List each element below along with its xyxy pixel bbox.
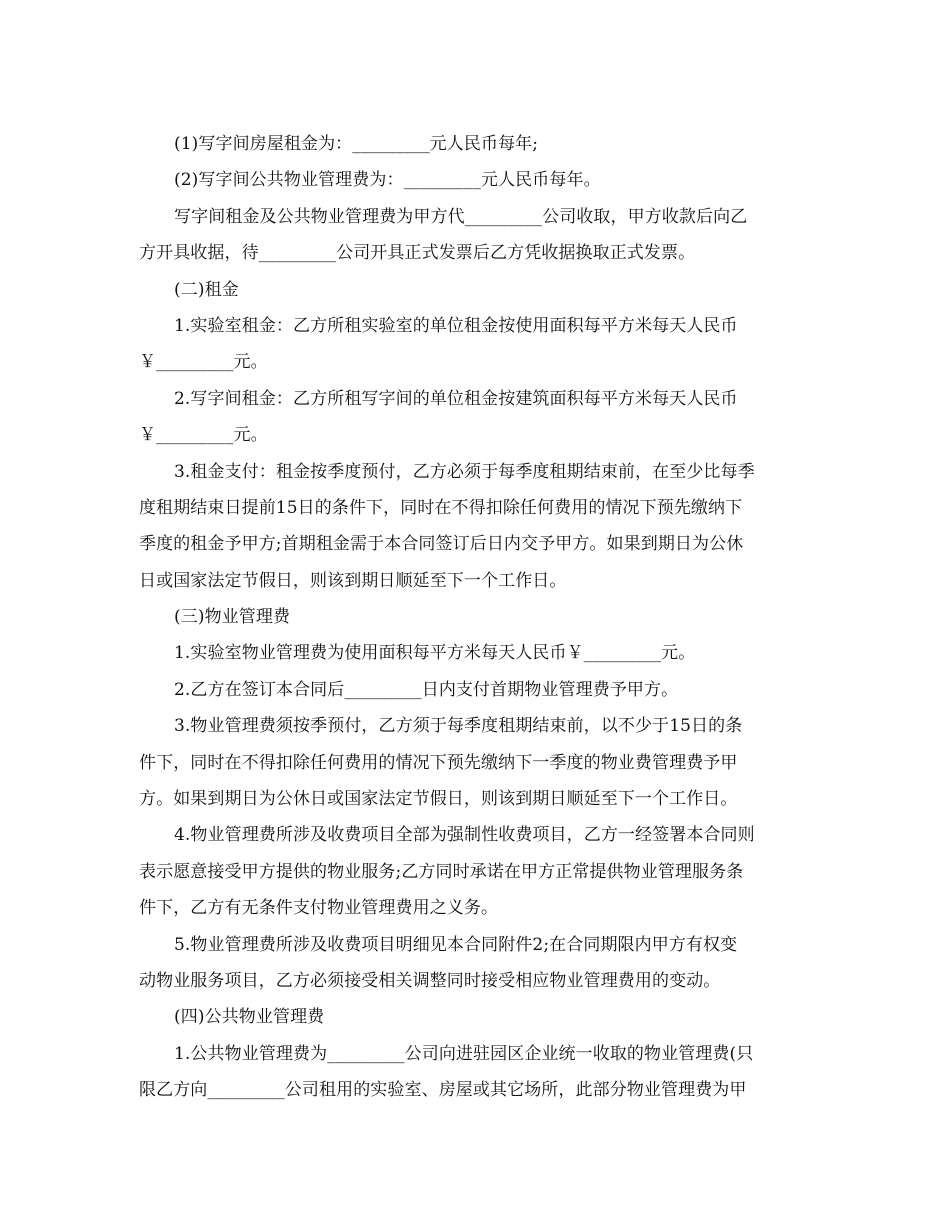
paragraph-line: 3.物业管理费须按季预付，乙方须于每季度租期结束前，以不少于15日的条 xyxy=(174,716,743,737)
paragraph-line: 5.物业管理费所涉及收费项目明细见本合同附件2;在合同期限内甲方有权变 xyxy=(174,934,738,955)
paragraph-line: (2)写字间公共物业管理费为：_________元人民币每年。 xyxy=(174,170,601,191)
paragraph-line: 季度的租金予甲方;首期租金需于本合同签订后日内交予甲方。如果到期日为公休 xyxy=(139,534,744,555)
paragraph-line: 方开具收据，待_________公司开具正式发票后乙方凭收据换取正式发票。 xyxy=(139,243,696,264)
paragraph-line: ￥_________元。 xyxy=(139,352,268,373)
paragraph-line: 4.物业管理费所涉及收费项目全部为强制性收费项目，乙方一经签署本合同则 xyxy=(174,825,755,846)
section-heading: (三)物业管理费 xyxy=(174,607,291,628)
paragraph-line: ￥_________元。 xyxy=(139,425,268,446)
paragraph-line: 限乙方向_________公司租用的实验室、房屋或其它场所，此部分物业管理费为甲 xyxy=(139,1080,747,1101)
paragraph-line: 日或国家法定节假日，则该到期日顺延至下一个工作日。 xyxy=(139,570,567,591)
paragraph-line: (1)写字间房屋租金为：_________元人民币每年; xyxy=(174,134,539,154)
paragraph-line: 2.写字间租金：乙方所租写字间的单位租金按建筑面积每平方米每天人民币 xyxy=(174,388,738,409)
paragraph-line: 写字间租金及公共物业管理费为甲方代_________公司收取，甲方收款后向乙 xyxy=(174,206,748,227)
section-heading: (二)租金 xyxy=(174,279,239,300)
section-heading: (四)公共物业管理费 xyxy=(174,1007,325,1028)
paragraph-line: 1.实验室租金：乙方所租实验室的单位租金按使用面积每平方米每天人民币 xyxy=(174,315,738,336)
paragraph-line: 方。如果到期日为公休日或国家法定节假日，则该到期日顺延至下一个工作日。 xyxy=(139,789,738,810)
paragraph-line: 3.租金支付：租金按季度预付，乙方必须于每季度租期结束前，在至少比每季 xyxy=(174,461,755,482)
paragraph-line: 表示愿意接受甲方提供的物业服务;乙方同时承诺在甲方正常提供物业管理服务条 xyxy=(139,861,744,882)
paragraph-line: 动物业服务项目，乙方必须接受相关调整同时接受相应物业管理费用的变动。 xyxy=(139,970,721,991)
paragraph-line: 件下，同时在不得扣除任何费用的情况下预先缴纳下一季度的物业费管理费予甲 xyxy=(139,752,738,773)
document-page xyxy=(139,126,805,1109)
paragraph-line: 1.实验室物业管理费为使用面积每平方米每天人民币￥_________元。 xyxy=(174,643,696,664)
paragraph-line: 度租期结束日提前15日的条件下，同时在不得扣除任何费用的情况下预先缴纳下 xyxy=(139,497,743,518)
paragraph-line: 1.公共物业管理费为_________公司向进驻园区企业统一收取的物业管理费(只 xyxy=(174,1043,754,1064)
paragraph-line: 2.乙方在签订本合同后_________日内支付首期物业管理费予甲方。 xyxy=(174,679,679,700)
paragraph-line: 件下，乙方有无条件支付物业管理费用之义务。 xyxy=(139,898,499,919)
